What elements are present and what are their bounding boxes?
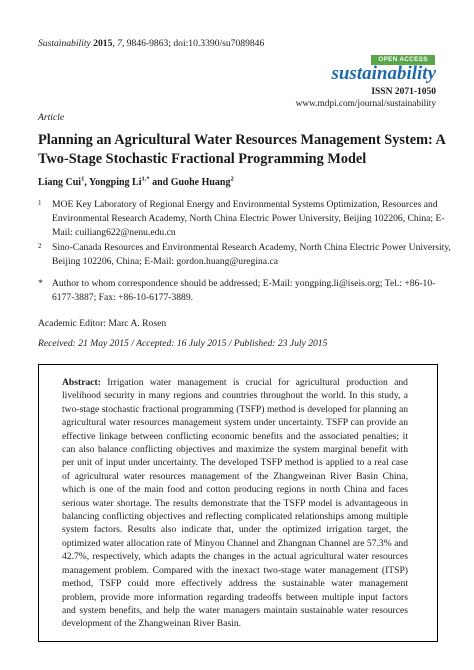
author-affil-mark: 2 [230,175,234,183]
abstract [62,376,408,631]
journal-name: sustainability [331,63,436,84]
author-name: Liang Cui [38,177,82,188]
author-name: Yongping Li [88,177,142,188]
citation-line: Sustainability 2015, 7, 9846-9863; doi:10.3390/su7089846 [38,38,265,49]
article-type: Article [38,112,65,123]
journal-issn: ISSN 2071-1050 [371,87,436,97]
affiliation-text: Sino-Canada Resources and Environmental Research Academy, North China Electric Power University, Beijing 102206, China; E-Mail: gordon.huang@uregina.ca [52,242,451,267]
paper-title: Planning an Agricultural Water Resources Management System: A Two-Stage Stochastic Fractional Programming Model [38,132,446,167]
open-access-badge: OPEN ACCESS [371,55,435,65]
academic-editor: Academic Editor: Marc A. Rosen [38,318,167,329]
affiliation-number: 1 [38,199,42,207]
affiliation-2 [38,241,474,269]
correspondence-text: Author to whom correspondence should be addressed; E-Mail: yongping.li@iseis.org; Tel.: +86-10-6177-3887; Fax: +86-10-6177-3889. [52,278,436,303]
affiliation-text: MOE Key Laboratory of Regional Energy and Environmental Systems Optimization, Resources and Environmental Research Academy, North China Electric Power University, Beijing 102206, China; E-Mail: cuiliang622@nenu.edu.cn [52,199,445,238]
citation-year: 2015 [93,38,113,49]
journal-url[interactable]: www.mdpi.com/journal/sustainability [295,99,436,109]
abstract-label: Abstract: [62,377,101,388]
citation-journal: Sustainability [38,38,91,49]
publication-dates: Received: 21 May 2015 / Accepted: 16 July 2015 / Published: 23 July 2015 [38,338,328,349]
correspondence-note [38,277,474,305]
citation-volume: 7 [117,38,122,49]
author-name: and Guohe Huang [152,177,231,188]
affiliation-number: 2 [38,242,42,250]
affiliation-1 [38,198,474,240]
author-affil-mark: 1 [81,175,85,183]
abstract-text: Irrigation water management is crucial for agricultural production and livelihood security in many regions and countries throughout the world. In this study, a two-stage stochastic fractional programming (TSFP) method is developed for planning an agricultural water resources management system under uncertainty. TSFP can provide an effective linkage between conflicting economic benefits and the associated penalties; it can also balance conflicting objectives and maximize the system marginal benefit with per unit of input under uncertainty. The developed TSFP method is applied to a real case of agricultural water resources management of the Zhangweinan River Basin China, which is one of the main food and cotton producing regions in north China and faces serious water shortage. The results demonstrate that the TSFP model is advantageous in balancing conflicting objectives and reflecting complicated relationships among multiple system factors. Results also indicate that, under the optimized irrigation target, the optimized water allocation rate of Minyou Channel and Zhangnan Channel are 57.3% and 42.7%, respectively, which adapts the changes in the actual agricultural water resources management problem. Compared with the inexact two-stage water management (ITSP) method, TSFP could more effectively address the sustainable water management problem, provide more information regarding tradeoffs between multiple input factors and system benefits, and help the water managers maintain sustainable water resources development of the Zhangweinan River Basin. [62,377,408,630]
author-affil-mark: 1,* [141,175,150,183]
author-list: Liang Cui$^1$, Yongping $Li^{1,*}$ and Guohe Huang$^2$ [38,175,234,188]
citation-rest: , 9846-9863; doi:10.3390/su7089846 [121,38,265,49]
correspondence-mark: * [38,278,43,289]
